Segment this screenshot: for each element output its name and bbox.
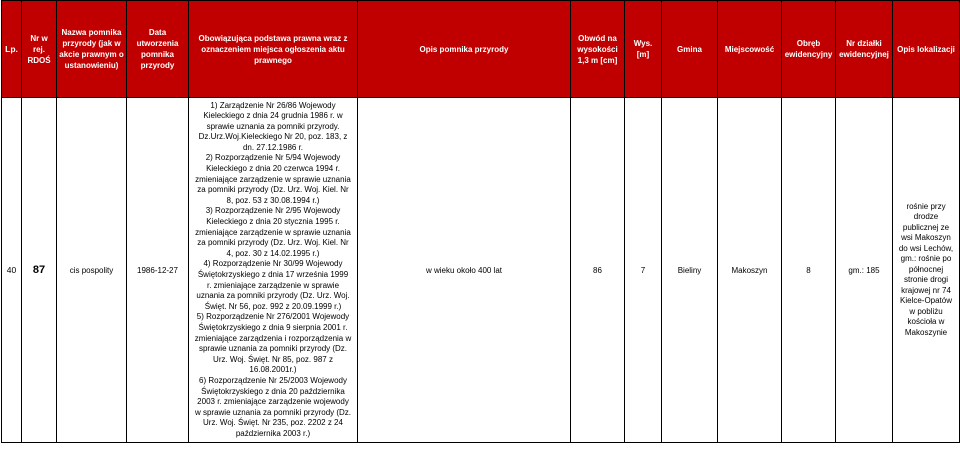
cell-lokalizacja: rośnie przy drodze publicznej ze wsi Makoszyn do wsi Lechów, gm.: rośnie po północnej stronie drogi krajowej nr 74 Kielce-Opatów w pobliżu kościoła w Makoszynie (893, 98, 960, 443)
cell-miejscowosc: Makoszyn (718, 98, 782, 443)
table-row (2, 98, 960, 443)
cell-wys: 7 (625, 98, 662, 443)
col-header-lokalizacja: Opis lokalizacji (893, 1, 960, 98)
col-header-lp: Lp. (2, 1, 22, 98)
cell-nr-rdos: 87 (22, 98, 57, 443)
col-header-dzialka: Nr działki ewidencyjnej (836, 1, 893, 98)
header-row (2, 1, 960, 98)
col-header-obwod: Obwód na wysokości 1,3 m [cm] (571, 1, 625, 98)
cell-obwod: 86 (571, 98, 625, 443)
col-header-data: Data utworzenia pomnika przyrody (127, 1, 189, 98)
cell-obreb: 8 (782, 98, 836, 443)
cell-data: 1986-12-27 (127, 98, 189, 443)
col-header-miejscowosc: Miejscowość (718, 1, 782, 98)
cell-lp: 40 (2, 98, 22, 443)
cell-nazwa: cis pospolity (57, 98, 127, 443)
col-header-podstawa: Obowiązująca podstawa prawna wraz z oznaczeniem miejsca ogłoszenia aktu prawnego (189, 1, 358, 98)
col-header-wys: Wys. [m] (625, 1, 662, 98)
cell-opis: w wieku około 400 lat (358, 98, 571, 443)
cell-dzialka: gm.: 185 (836, 98, 893, 443)
col-header-obreb: Obręb ewidencyjny (782, 1, 836, 98)
col-header-nazwa: Nazwa pomnika przyrody (jak w akcie prawnym o ustanowieniu) (57, 1, 127, 98)
cell-gmina: Bieliny (662, 98, 718, 443)
natural-monuments-table (1, 0, 960, 443)
col-header-opis: Opis pomnika przyrody (358, 1, 571, 98)
col-header-nr-rdos: Nr w rej. RDOŚ (22, 1, 57, 98)
col-header-gmina: Gmina (662, 1, 718, 98)
cell-podstawa-prawna: 1) Zarządzenie Nr 26/86 Wojewody Kieleckiego z dnia 24 grudnia 1986 r. w sprawie uznania za pomniki przyrody. Dz.Urz.Woj.Kieleckiego Nr 20, poz. 183, z dn. 27.12.1986 r. 2) Rozporządzenie Nr 5/94 Wojewody Kieleckiego z dnia 20 czerwca 1994 r. zmieniające zarządzenie w sprawie uznania za pomniki przyrody (Dz. Urz. Woj. Kiel. Nr 8, poz. 53 z 30.08.1994 r.) 3) Rozporządzenie Nr 2/95 Wojewody Kieleckiego z dnia 20 stycznia 1995 r. zmieniające zarządzenie w sprawie uznania za pomniki przyrody (Dz. Urz. Woj. Kiel. Nr 4, poz. 30 z 14.02.1995 r.) 4) Rozporządzenie Nr 30/99 Wojewody Świętokrzyskiego z dnia 17 września 1999 r. zmieniające zarządzenie w sprawie uznania za pomniki przyrody (Dz. Urz. Woj. Święt. Nr 56, poz. 992 z 20.09.1999 r.) 5) Rozporządzenie Nr 276/2001 Wojewody Świętokrzyskiego z dnia 9 sierpnia 2001 r. zmieniające zarządzenia i rozporządzenia w sprawie uznania za pomniki przyrody (Dz. Urz. Woj. Święt. Nr 85, poz. 987 z 16.08.2001r.) 6) Rozporządzenie Nr 25/2003 Wojewody Świętokrzyskiego z dnia 20 października 2003 r. zmieniające zarządzenie wojewody w sprawie uznania za pomniki przyrody (Dz. Urz. Woj. Święt. Nr 235, poz. 2202 z 24 października 2003 r.) (189, 98, 358, 443)
